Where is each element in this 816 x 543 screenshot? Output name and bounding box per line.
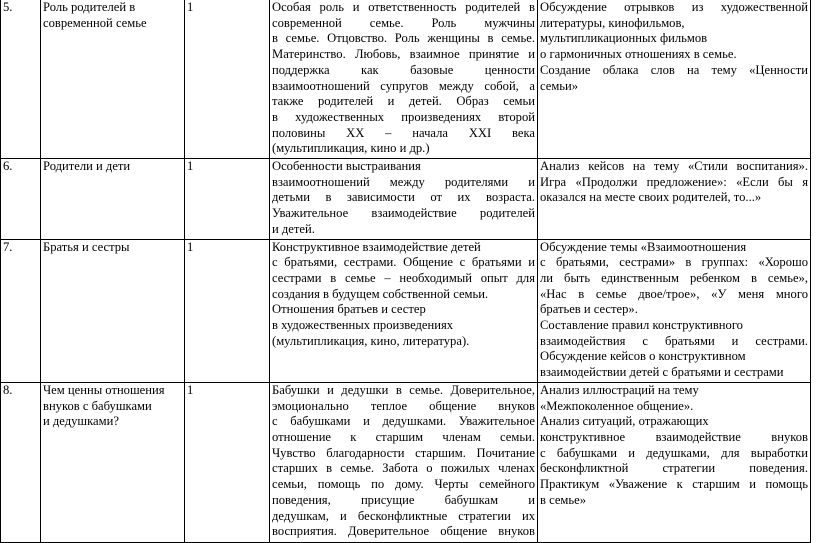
content-cell: [270, 239, 538, 382]
lesson-number-cell: [1, 239, 41, 382]
content-line: Особая роль и ответственность родителей в: [272, 0, 535, 14]
content-line: создания в будущем собственной семьи.: [272, 286, 489, 301]
content-line: сестрами в семье – необходимый опыт для: [272, 270, 535, 285]
content-line: современной семье. Роль мужчины: [272, 15, 535, 30]
content-line: поддержка как базовые ценности: [272, 62, 535, 77]
activity-line: взаимодействии детей с братьями и сестрами: [540, 365, 784, 380]
activity-line: Игра «Продолжи предложение»: «Если бы я: [540, 174, 808, 189]
hours-cell: [185, 0, 270, 159]
activity-line: Составление правил конструктивного: [540, 318, 743, 333]
topic-line: Родители и дети: [43, 159, 131, 174]
hours-value: 1: [187, 382, 194, 397]
content-line: в художественных произведениях: [272, 318, 454, 333]
topic-cell: [41, 159, 185, 240]
activity-line: Обсуждение темы «Взаимоотношения: [540, 239, 747, 254]
content-line: Уважительное взаимодействие родителей: [272, 206, 535, 221]
activity-line: в семье»: [540, 492, 587, 507]
content-line: Материнство. Любовь, взаимное принятие и: [272, 47, 535, 62]
hours-value: 1: [187, 239, 194, 254]
content-line: с братьями, сестрами. Общение с братьями и: [272, 255, 535, 270]
topic-line: Чем ценны отношения: [43, 382, 165, 397]
content-line: взаимоотношений между родителями и: [272, 174, 535, 189]
content-line: старших в семье. Забота о пожилых членах: [272, 461, 535, 476]
content-line: отношение к старшим членам семьи.: [272, 429, 535, 444]
topic-line: внуков с бабушками: [43, 398, 152, 413]
topic-cell: [41, 0, 185, 159]
content-cell: [270, 0, 538, 159]
topic-line: современной семье: [43, 15, 147, 30]
lesson-number: 5.: [3, 0, 13, 14]
activity-line: Анализ кейсов на тему «Стили воспитания».: [540, 159, 808, 174]
activity-line: Практикум «Уважение к старшим и помощь: [540, 477, 808, 492]
activity-cell: [538, 159, 811, 240]
activity-line: ли быть единственным ребенком в семье»,: [540, 270, 808, 285]
content-line: дедушкам, и бесконфликтные стратегии их: [272, 508, 535, 523]
lesson-number-cell: [1, 159, 41, 240]
content-line: в художественных произведениях второй: [272, 109, 535, 124]
lesson-number-cell: [1, 0, 41, 159]
content-cell: [270, 159, 538, 240]
activity-line: о гармоничных отношениях в семье.: [540, 47, 737, 62]
table-row: [1, 0, 811, 159]
activity-line: взаимодействия с братьями и сестрами.: [540, 333, 808, 348]
content-line: и детей.: [272, 221, 315, 236]
activity-line: с братьями, сестрами» в группах: «Хорошо: [540, 255, 808, 270]
table-row: [1, 239, 811, 382]
activity-line: Обсуждение кейсов о конструктивном: [540, 349, 746, 364]
activity-line: мультипликационных фильмов: [540, 31, 708, 46]
topic-cell: [41, 382, 185, 542]
activity-line: Анализ иллюстраций на тему: [540, 382, 699, 397]
content-line: восприятия. Доверительное общение внуков: [272, 524, 535, 539]
lesson-number: 8.: [3, 382, 13, 397]
activity-line: литературы, кинофильмов,: [540, 15, 685, 30]
content-line: Отношения братьев и сестер: [272, 302, 426, 317]
hours-cell: [185, 382, 270, 542]
hours-value: 1: [187, 159, 194, 174]
activity-cell: [538, 239, 811, 382]
content-line: Бабушки и дедушки в семье. Доверительное,: [272, 382, 535, 397]
content-line: семьи, помощь по дому. Черты семейного: [272, 477, 535, 492]
content-line: с бабушками и дедушками. Уважительное: [272, 414, 535, 429]
activity-line: с бабушками и дедушками, для выработки: [540, 445, 808, 460]
content-line: поведения, присущие бабушкам и: [272, 492, 535, 507]
lesson-number: 6.: [3, 159, 13, 174]
activity-line: «Межпоколенное общение».: [540, 398, 694, 413]
activity-line: Анализ ситуаций, отражающих: [540, 414, 709, 429]
topic-line: Роль родителей в: [43, 0, 136, 14]
content-cell: [270, 382, 538, 542]
activity-line: «Нас в семье двое/трое», «У меня много: [540, 286, 808, 301]
activity-line: Создание облака слов на тему «Ценности: [540, 62, 808, 77]
topic-line: Братья и сестры: [43, 239, 130, 254]
table-row: [1, 382, 811, 542]
hours-cell: [185, 159, 270, 240]
activity-cell: [538, 382, 811, 542]
topic-cell: [41, 239, 185, 382]
activity-line: семьи»: [540, 78, 579, 93]
activity-line: Обсуждение отрывков из художественной: [540, 0, 808, 14]
activity-line: оказался на месте своих родителей, то...»: [540, 190, 762, 205]
content-line: (мультипликация, кино и др.): [272, 141, 430, 156]
content-line: взаимоотношений супругов между собой, а: [272, 78, 535, 93]
activity-cell: [538, 0, 811, 159]
activity-line: конструктивное взаимодействие внуков: [540, 429, 808, 444]
content-line: детьми в зависимости от их возраста.: [272, 190, 535, 205]
content-line: эмоционально теплое общение внуков: [272, 398, 535, 413]
table-row: [1, 159, 811, 240]
content-line: половины XX – начала XXI века: [272, 125, 535, 140]
content-line: (мультипликация, кино, литература).: [272, 333, 470, 348]
lesson-number: 7.: [3, 239, 13, 254]
content-line: Особенности выстраивания: [272, 159, 421, 174]
activity-line: братьев и сестер».: [540, 302, 638, 317]
topic-line: и дедушками?: [43, 414, 119, 429]
content-line: также родителей и детей. Образ семьи: [272, 94, 535, 109]
activity-line: бесконфликтной стратегии поведения.: [540, 461, 808, 476]
hours-cell: [185, 239, 270, 382]
content-line: в семье. Отцовство. Роль женщины в семье.: [272, 31, 535, 46]
content-line: Конструктивное взаимодействие детей: [272, 239, 481, 254]
content-line: Чувство благодарности старшим. Почитание: [272, 445, 535, 460]
hours-value: 1: [187, 0, 194, 14]
lesson-number-cell: [1, 382, 41, 542]
